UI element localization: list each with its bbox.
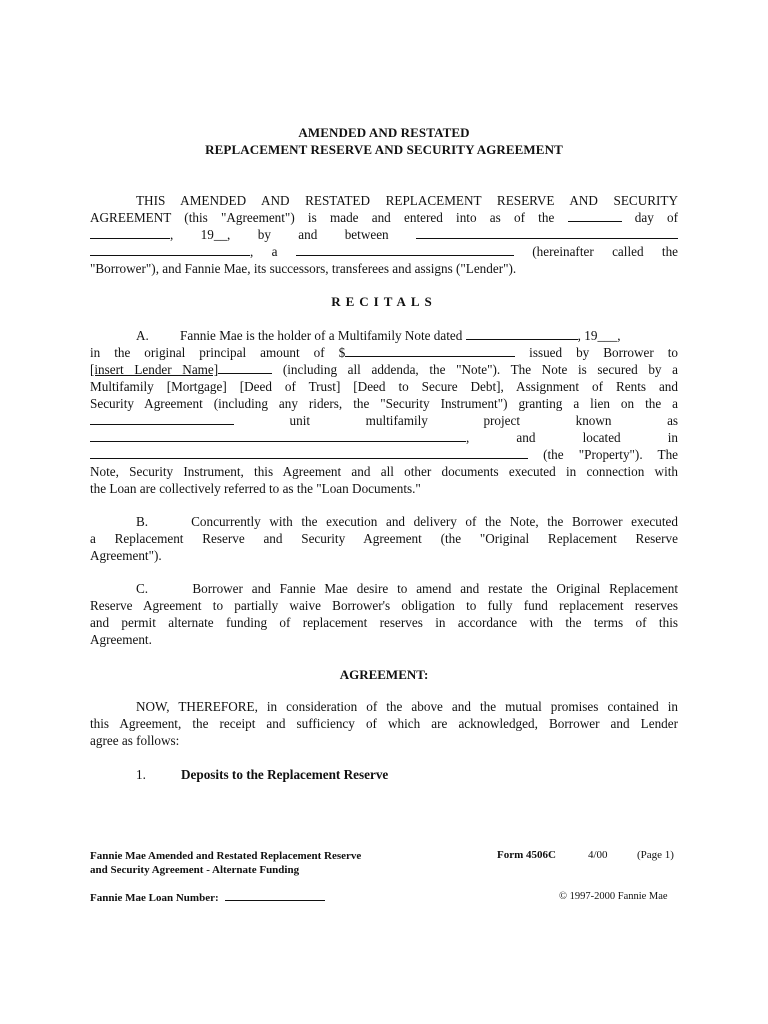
recital-a-line-1-end: , 19___, — [577, 328, 621, 343]
property-location-blank — [90, 446, 528, 459]
intro-line-3-by: by — [257, 227, 271, 242]
footer-document-title — [90, 849, 361, 877]
parties-blank — [416, 226, 678, 239]
recital-a-and: and — [516, 430, 536, 445]
footer-form-number: Form 4506C — [497, 849, 556, 861]
recital-a-property: (the "Property"). — [543, 447, 643, 462]
recital-a-line-8-end: The — [657, 447, 679, 462]
footer-title-line-1: Fannie Mae Amended and Restated Replacement Reserve — [90, 850, 362, 862]
loan-number-blank — [225, 891, 325, 901]
intro-line-4-comma: , — [250, 244, 254, 259]
recital-a-line-10: the Loan are collectively referred to as the "Loan Documents." — [90, 481, 421, 496]
recital-a-line-4: Multifamily [Mortgage] [Deed of Trust] [Deed to Secure Debt], Assignment of Rents and — [90, 379, 678, 394]
recital-a-located: located — [582, 430, 621, 445]
borrower-name-blank — [90, 243, 250, 256]
intro-line-4-a: a — [271, 244, 278, 259]
footer-page-number: (Page 1) — [637, 849, 674, 861]
footer-form-date: 4/00 — [588, 849, 608, 861]
intro-line-2-text: AGREEMENT (this "Agreement") is made and entered into as of the — [90, 210, 555, 225]
recital-b-line-3: Agreement"). — [90, 548, 162, 563]
intro-line-3-between: between — [344, 227, 389, 242]
recital-c-line-1: C. Borrower and Fannie Mae desire to amend and restate the Original Replacement — [136, 581, 678, 596]
recital-a-multifamily: multifamily — [365, 413, 428, 428]
recital-a-line-1 — [90, 327, 678, 344]
recital-a-line-3-end: (including all addenda, the "Note"). The Note is secured by a — [282, 362, 678, 377]
recital-a-line-5: Security Agreement (including any riders, the "Security Instrument") granting a lien on the a — [90, 396, 678, 411]
footer-copyright: © 1997-2000 Fannie Mae — [559, 891, 668, 902]
recital-a — [90, 327, 678, 497]
recital-a-line-1-text: Fannie Mae is the holder of a Multifamily Note dated — [180, 328, 463, 343]
recital-a-line-2-text: in the original principal amount of $ — [90, 345, 346, 360]
recital-a-in: in — [667, 430, 679, 445]
lender-name-blank — [218, 361, 272, 374]
intro-paragraph — [90, 192, 678, 277]
recital-a-letter: A. — [136, 328, 149, 343]
agreement-line-1: NOW, THEREFORE, in consideration of the above and the mutual promises contained in — [136, 699, 678, 714]
recital-a-line-2 — [90, 344, 678, 361]
section-1-number: 1. — [136, 767, 146, 782]
intro-line-2-end: day of — [634, 210, 679, 225]
recital-b-line-1: B. Concurrently with the execution and delivery of the Note, the Borrower executed — [136, 514, 678, 529]
intro-line-3-and: and — [298, 227, 318, 242]
intro-line-2 — [90, 209, 678, 226]
agreement-line-3: agree as follows: — [90, 733, 180, 748]
project-name-blank — [90, 429, 466, 442]
recital-a-line-3 — [90, 361, 678, 378]
intro-line-5: "Borrower"), and Fannie Mae, its successors, transferees and assigns ("Lender"). — [90, 261, 517, 276]
title-line-1: AMENDED AND RESTATED — [298, 125, 470, 140]
recital-a-line-7 — [90, 429, 678, 446]
agreement-line-2: this Agreement, the receipt and sufficiency of which are acknowledged, Borrower and Lender — [90, 716, 678, 731]
agreement-heading: AGREEMENT: — [339, 667, 429, 682]
intro-line-3-comma: , — [170, 227, 174, 242]
section-1-heading — [136, 767, 388, 783]
unit-count-blank — [90, 412, 234, 425]
recital-a-line-2-end: issued by Borrower to — [529, 345, 678, 360]
intro-line-3-year: 19__, — [200, 227, 231, 242]
recital-a-line-6 — [90, 412, 678, 429]
entity-type-blank — [296, 243, 514, 256]
intro-line-4-end: (hereinafter called the — [532, 244, 679, 259]
recital-b — [90, 513, 678, 564]
recital-a-project: project — [483, 413, 521, 428]
principal-amount-blank — [345, 344, 515, 357]
recital-a-line-7-comma: , — [466, 430, 470, 445]
recital-b-line-2: a Replacement Reserve and Security Agreement (the "Original Replacement Reserve — [90, 531, 678, 546]
footer-title-line-2: and Security Agreement - Alternate Funding — [90, 864, 300, 876]
recital-c — [90, 580, 678, 648]
recital-c-line-3: and permit alternate funding of replacement reserves in accordance with the terms of this — [90, 615, 678, 630]
title-line-2: REPLACEMENT RESERVE AND SECURITY AGREEMENT — [205, 142, 563, 157]
recital-a-known: known — [575, 413, 612, 428]
recital-a-unit: unit — [289, 413, 311, 428]
section-1-label: Deposits to the Replacement Reserve — [181, 767, 389, 782]
recitals-heading: RECITALS — [331, 294, 437, 309]
intro-line-3 — [90, 226, 678, 243]
day-blank — [568, 209, 622, 222]
recital-a-line-9: Note, Security Instrument, this Agreement and all other documents executed in connection with — [90, 464, 678, 479]
intro-line-4 — [90, 243, 678, 260]
recital-a-line-8 — [90, 446, 678, 463]
footer-loan-label: Fannie Mae Loan Number: — [90, 892, 219, 904]
intro-line-1: THIS AMENDED AND RESTATED REPLACEMENT RESERVE AND SECURITY — [136, 193, 678, 208]
recital-a-as: as — [667, 413, 679, 428]
recital-c-line-4: Agreement. — [90, 632, 152, 647]
recital-c-line-2: Reserve Agreement to partially waive Borrower's obligation to fully fund replacement reserves — [90, 598, 678, 613]
note-date-blank — [466, 327, 578, 340]
footer-loan-number — [90, 891, 325, 904]
month-blank — [90, 226, 170, 239]
agreement-paragraph — [90, 698, 678, 749]
lender-name-placeholder: [insert Lender Name] — [90, 362, 219, 377]
